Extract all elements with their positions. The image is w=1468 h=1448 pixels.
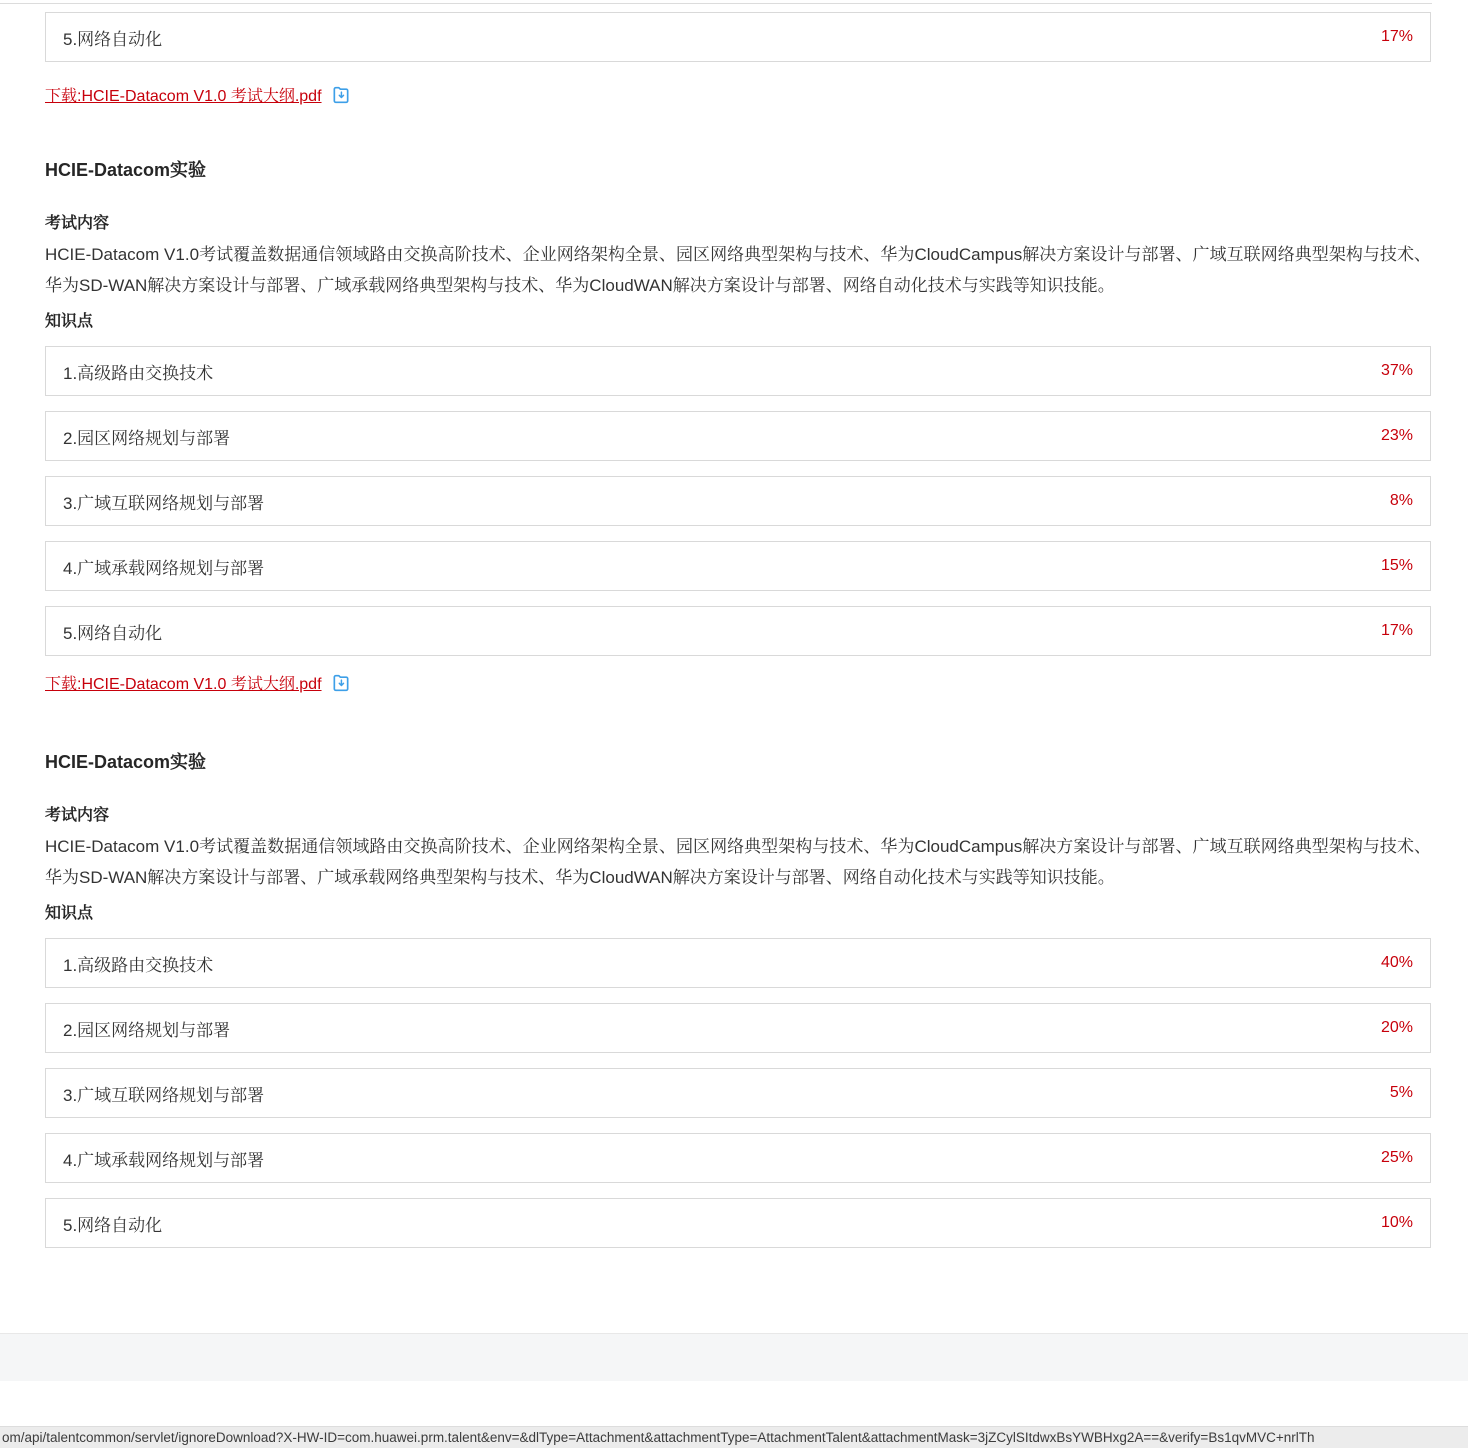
knowledge-point-percent: 37%	[1380, 362, 1413, 379]
exam-section	[45, 158, 1431, 692]
exam-section	[45, 750, 1431, 1248]
knowledge-point-row	[45, 606, 1431, 656]
footer-band	[0, 1333, 1468, 1381]
knowledge-point-label: 5.网络自动化	[63, 1215, 163, 1235]
knowledge-point-label: 2.园区网络规划与部署	[63, 428, 231, 448]
knowledge-point-row	[45, 12, 1431, 62]
knowledge-point-label: 3.广域互联网络规划与部署	[63, 493, 265, 513]
main-content	[45, 12, 1431, 1248]
knowledge-point-row	[45, 346, 1431, 396]
knowledge-point-label: 5.网络自动化	[63, 29, 163, 49]
knowledge-point-label: 4.广域承载网络规划与部署	[63, 1150, 265, 1170]
knowledge-point-row	[45, 1068, 1431, 1118]
download-icon[interactable]	[331, 673, 351, 693]
exam-content-heading: 考试内容	[45, 215, 110, 232]
download-link[interactable]	[45, 83, 351, 106]
knowledge-heading: 知识点	[45, 905, 94, 922]
divider	[0, 3, 1432, 4]
knowledge-point-percent: 17%	[1380, 28, 1413, 45]
download-icon[interactable]	[331, 85, 351, 105]
knowledge-point-percent: 15%	[1380, 557, 1413, 574]
download-link-label: 下载:HCIE-Datacom V1.0 考试大纲.pdf	[45, 88, 322, 105]
knowledge-point-row	[45, 476, 1431, 526]
knowledge-point-row	[45, 541, 1431, 591]
knowledge-point-percent: 20%	[1380, 1019, 1413, 1036]
exam-content-heading: 考试内容	[45, 807, 110, 824]
knowledge-point-row	[45, 1133, 1431, 1183]
knowledge-point-percent: 10%	[1380, 1214, 1413, 1231]
knowledge-point-row	[45, 411, 1431, 461]
section-title: HCIE-Datacom实验	[45, 752, 207, 772]
knowledge-point-percent: 25%	[1380, 1149, 1413, 1166]
knowledge-point-label: 3.广域互联网络规划与部署	[63, 1085, 265, 1105]
download-link[interactable]	[45, 671, 351, 694]
knowledge-point-label: 1.高级路由交换技术	[63, 955, 214, 975]
knowledge-point-percent: 40%	[1380, 954, 1413, 971]
knowledge-point-row	[45, 1198, 1431, 1248]
knowledge-point-percent: 8%	[1389, 492, 1413, 509]
knowledge-point-label: 2.园区网络规划与部署	[63, 1020, 231, 1040]
knowledge-point-row	[45, 1003, 1431, 1053]
knowledge-point-label: 5.网络自动化	[63, 623, 163, 643]
download-link-label: 下载:HCIE-Datacom V1.0 考试大纲.pdf	[45, 676, 322, 693]
exam-content-text: HCIE-Datacom V1.0考试覆盖数据通信领域路由交换高阶技术、企业网络架构全景、园区网络典型架构与技术、华为CloudCampus解决方案设计与部署、广域互联网络典型架构与技术、华为SD-WAN解决方案设计与部署、广域承载网络典型架构与技术、华为CloudWAN解决方案设计与部署、网络自动化技术与实践等知识技能。	[45, 245, 1431, 295]
knowledge-point-percent: 23%	[1380, 427, 1413, 444]
exam-content-text: HCIE-Datacom V1.0考试覆盖数据通信领域路由交换高阶技术、企业网络架构全景、园区网络典型架构与技术、华为CloudCampus解决方案设计与部署、广域互联网络典型架构与技术、华为SD-WAN解决方案设计与部署、广域承载网络典型架构与技术、华为CloudWAN解决方案设计与部署、网络自动化技术与实践等知识技能。	[45, 837, 1431, 887]
knowledge-point-row	[45, 938, 1431, 988]
section-title: HCIE-Datacom实验	[45, 160, 207, 180]
knowledge-point-label: 1.高级路由交换技术	[63, 363, 214, 383]
knowledge-point-percent: 5%	[1389, 1084, 1413, 1101]
download-row	[45, 671, 1431, 692]
knowledge-heading: 知识点	[45, 313, 94, 330]
download-row	[45, 83, 1431, 104]
knowledge-point-label: 4.广域承载网络规划与部署	[63, 558, 265, 578]
knowledge-point-percent: 17%	[1380, 622, 1413, 639]
status-url: om/api/talentcommon/servlet/ignoreDownload?X-HW-ID=com.huawei.prm.talent&env=&dlType=Attachment&attachmentType=AttachmentTalent&attachmentMask=3jZCylSItdwxBsYWBHxg2A==&verify=Bs1qvMVC+nrlTh	[2, 1430, 1315, 1445]
